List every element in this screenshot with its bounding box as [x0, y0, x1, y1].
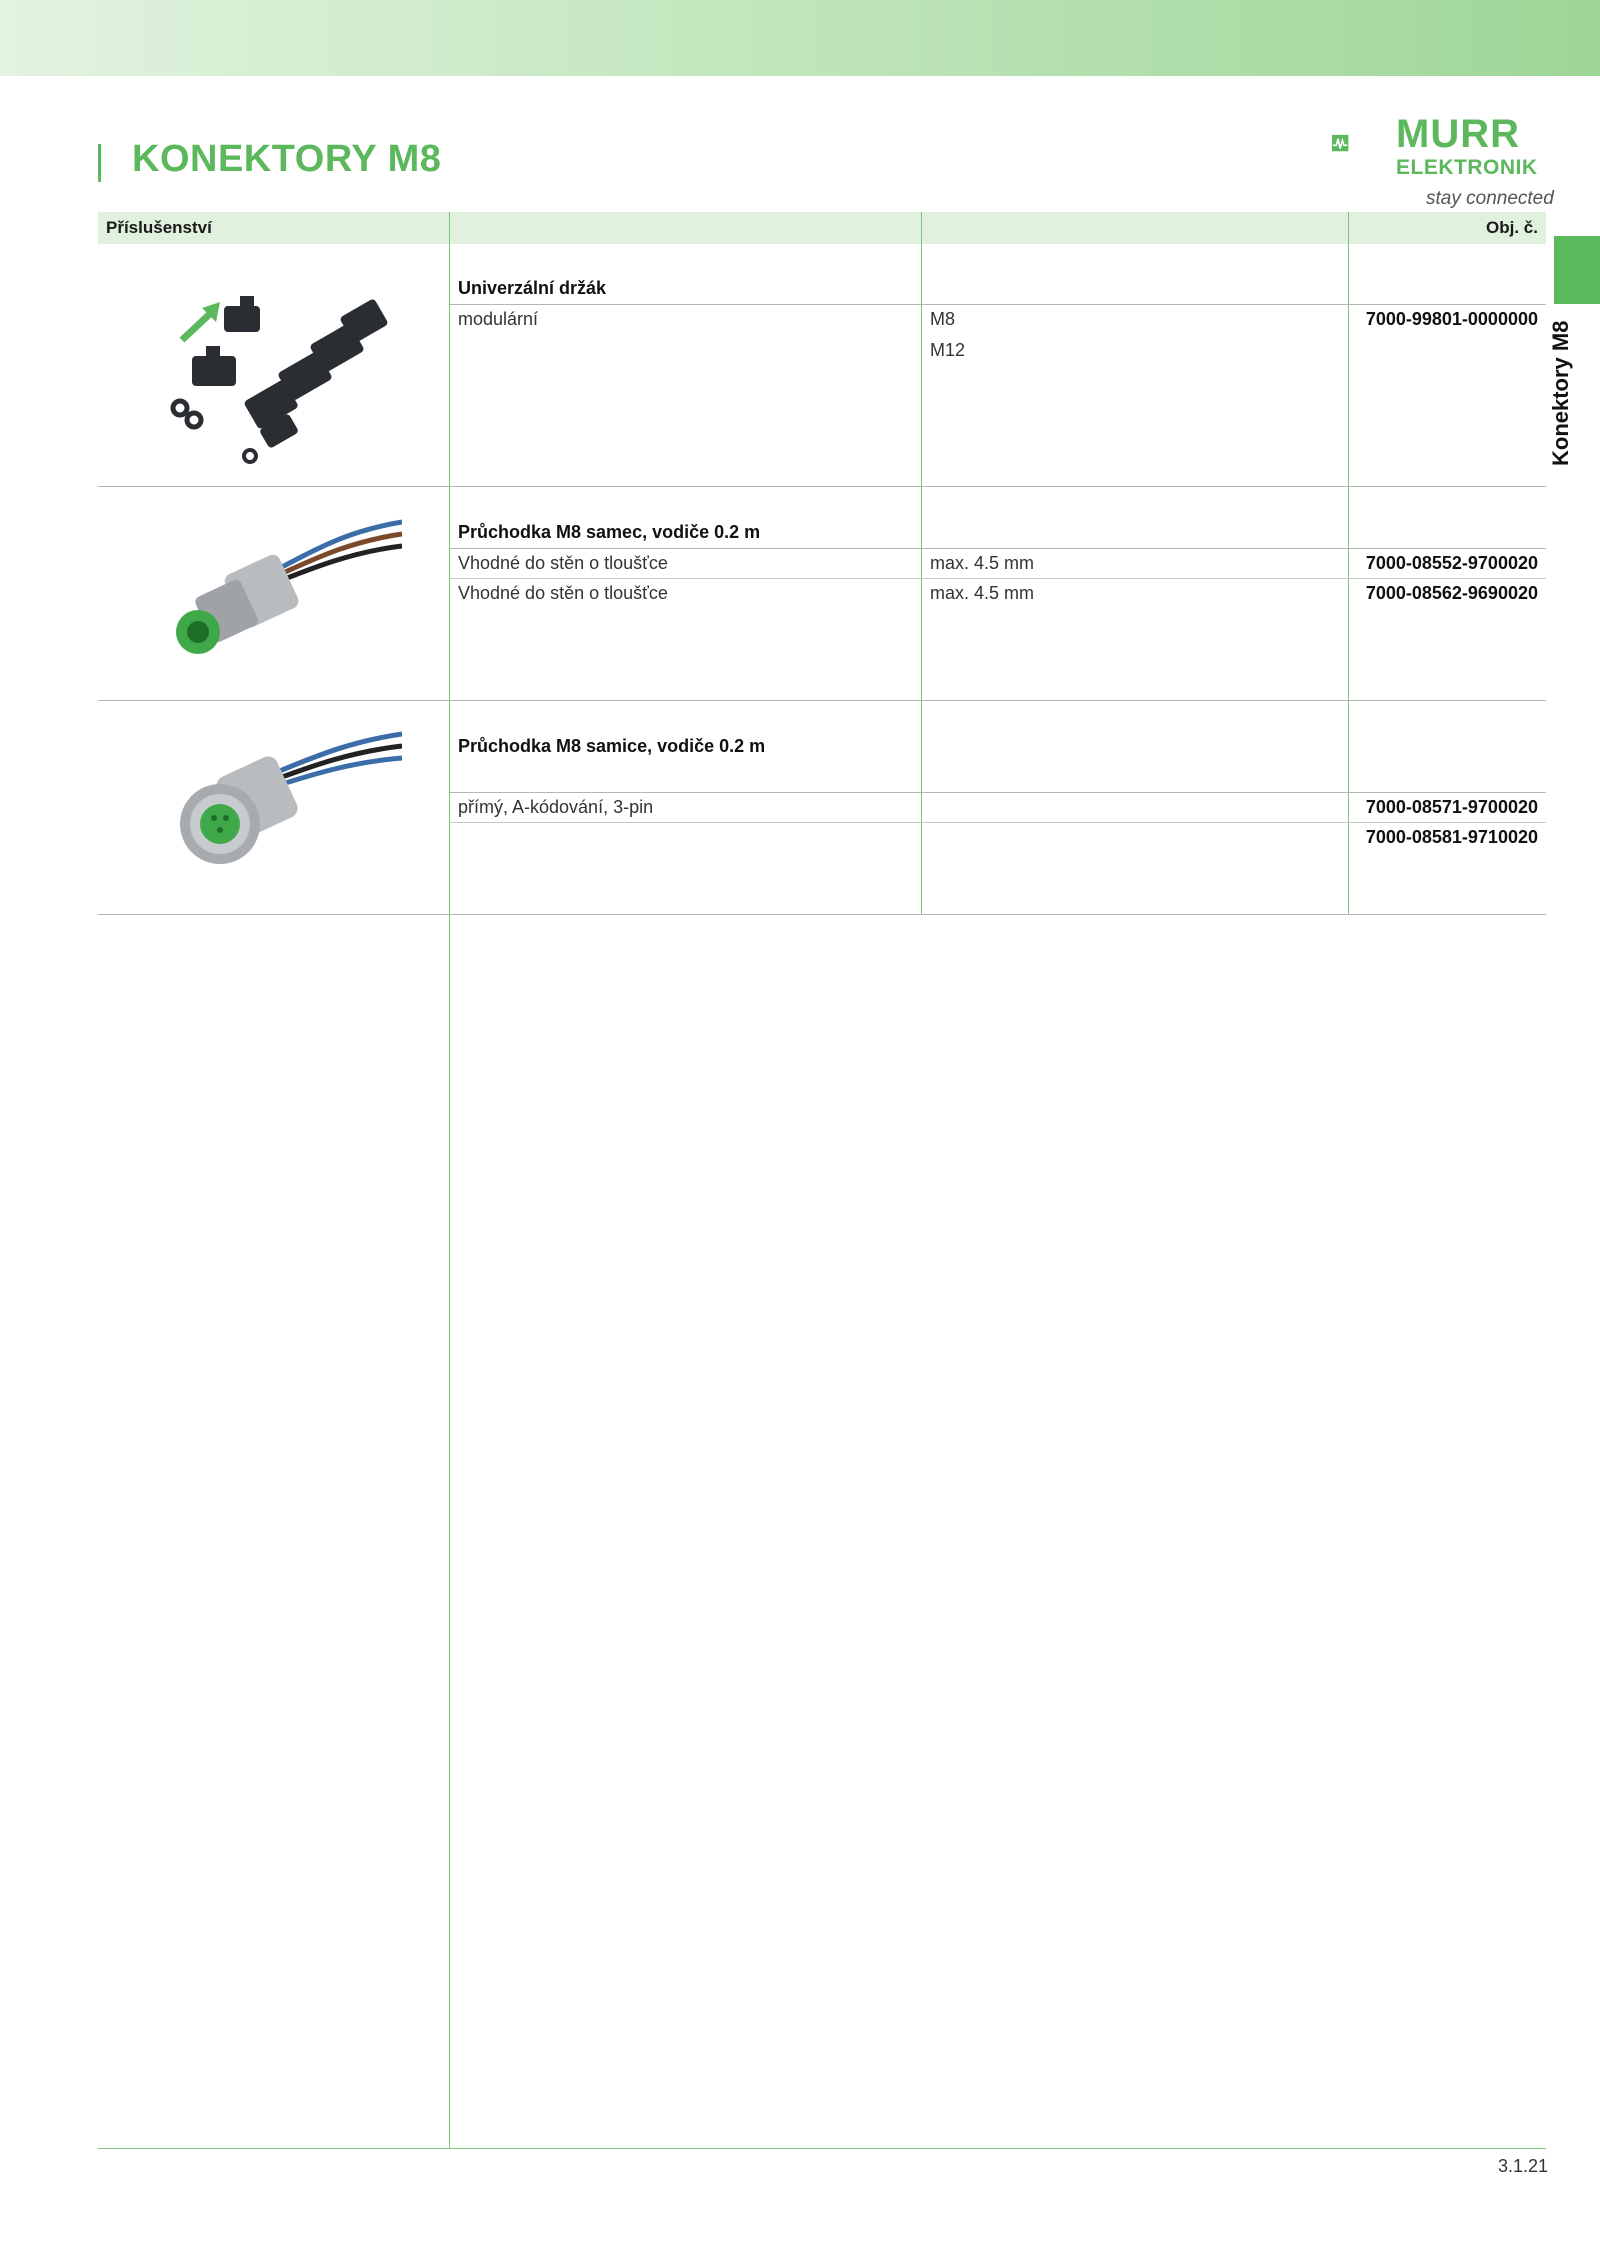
header-order-number: Obj. č.: [1486, 218, 1538, 237]
order-number: 7000-08581-9710020: [1365, 827, 1538, 847]
cell-description: přímý, A-kódování, 3-pin: [458, 797, 654, 817]
column-divider: [921, 212, 922, 914]
row-divider: [450, 304, 1546, 305]
group-title: Průchodka M8 samec, vodiče 0.2 m: [458, 522, 761, 542]
order-number: 7000-99801-0000000: [1365, 309, 1538, 329]
cell-spec: M12: [930, 340, 966, 360]
top-color-band: [0, 0, 1600, 76]
group-divider: [98, 914, 1546, 915]
order-number: 7000-08571-9700020: [1365, 797, 1538, 817]
row-divider: [450, 578, 1546, 579]
logo-wordmark: MURR: [1396, 112, 1520, 156]
logo-tagline: stay connected: [1426, 188, 1554, 209]
column-divider: [449, 212, 450, 2148]
order-number: 7000-08562-9690020: [1365, 583, 1538, 603]
m8-male-feedthrough-image: [162, 512, 402, 672]
title-accent-bar: [98, 144, 101, 182]
universal-holder-image: [162, 270, 402, 470]
group-title: Univerzální držák: [458, 278, 607, 298]
group-divider: [98, 486, 1546, 487]
row-divider: [450, 822, 1546, 823]
table-header-row: [98, 212, 1546, 244]
murr-logo-icon: [1332, 118, 1392, 178]
cell-description: modulární: [458, 309, 539, 329]
cell-description: Vhodné do stěn o tloušťce: [458, 553, 668, 573]
group-title: Průchodka M8 samice, vodiče 0.2 m: [458, 736, 766, 756]
side-section-label: Konektory M8: [1548, 320, 1573, 466]
section-tab-marker: [1554, 236, 1600, 304]
page-title: KONEKTORY M8: [132, 138, 442, 180]
page-number: 3.1.21: [1497, 2156, 1548, 2176]
header-accessories: Příslušenství: [106, 218, 212, 237]
row-divider: [450, 548, 1546, 549]
footer-divider: [98, 2148, 1546, 2149]
m8-female-feedthrough-image: [162, 724, 402, 884]
logo-subtext: ELEKTRONIK: [1396, 156, 1538, 179]
cell-spec: max. 4.5 mm: [930, 583, 1035, 603]
order-number: 7000-08552-9700020: [1365, 553, 1538, 573]
column-divider: [1348, 212, 1349, 914]
row-divider: [450, 792, 1546, 793]
group-divider: [98, 700, 1546, 701]
cell-description: Vhodné do stěn o tloušťce: [458, 583, 668, 603]
cell-spec: M8: [930, 309, 956, 329]
cell-spec: max. 4.5 mm: [930, 553, 1035, 573]
